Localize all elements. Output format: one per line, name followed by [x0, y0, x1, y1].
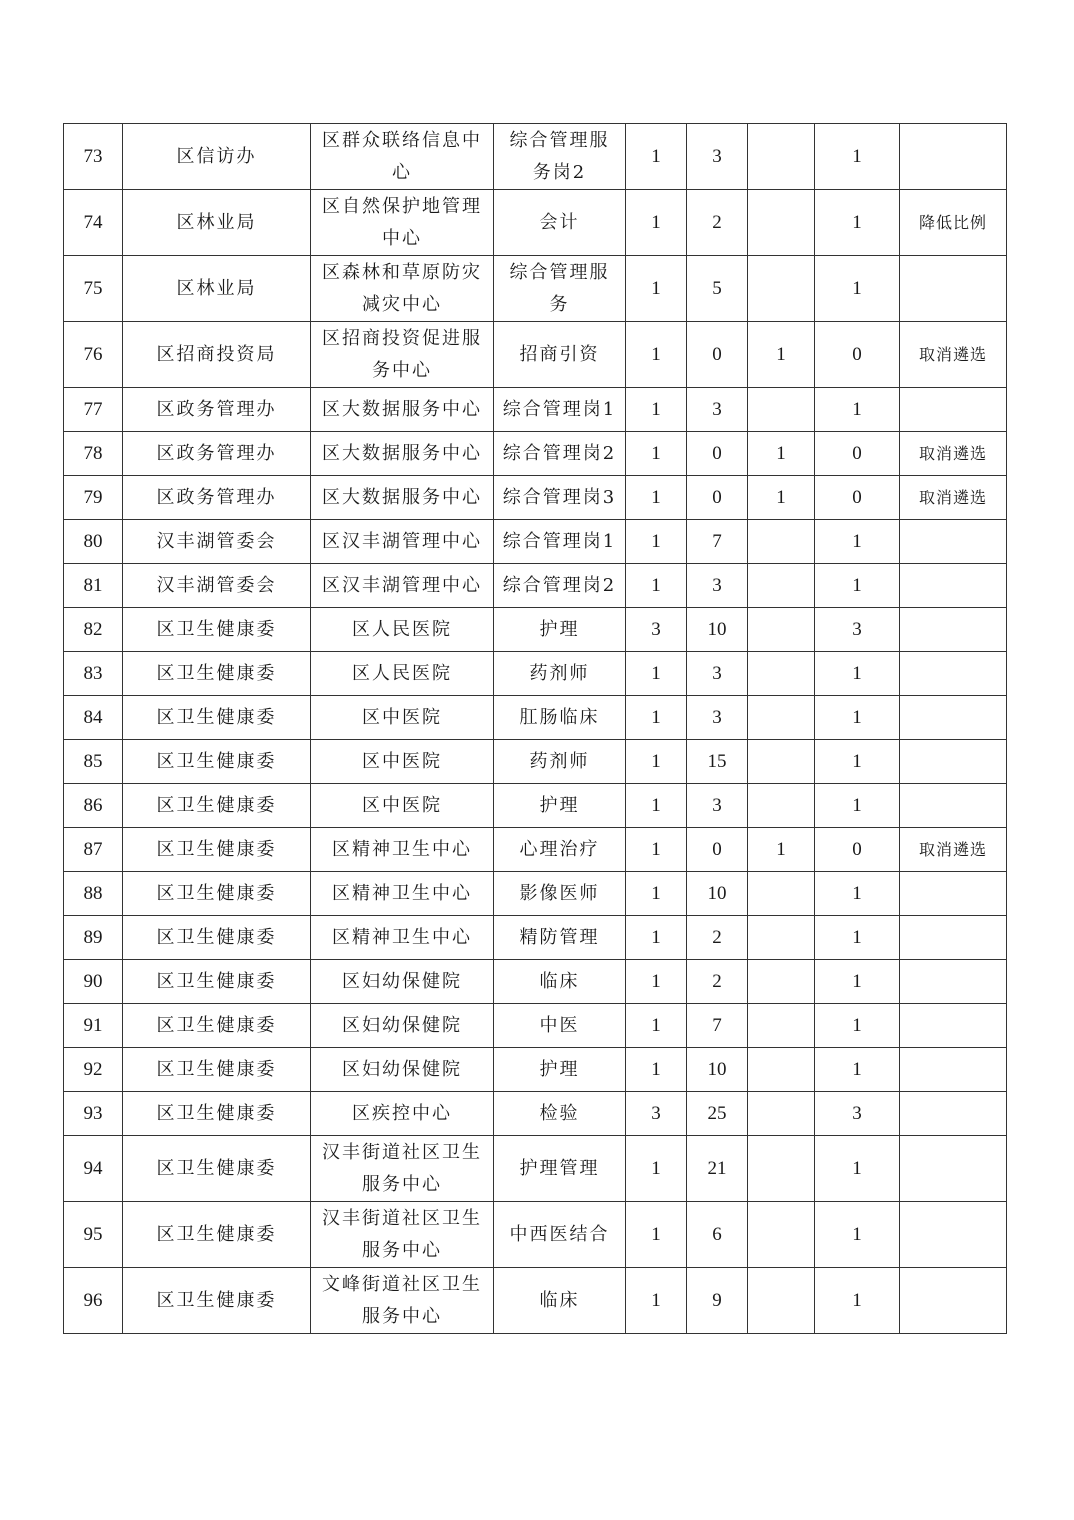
final-count-cell: 1: [815, 564, 900, 608]
remark-cell: [900, 1202, 1007, 1268]
row-number-cell: 78: [64, 432, 123, 476]
final-count-cell: 1: [815, 784, 900, 828]
department-cell: 区政务管理办: [123, 388, 311, 432]
applicant-count-cell: 5: [687, 256, 748, 322]
table-row: [64, 256, 1007, 322]
department-cell: 区卫生健康委: [123, 828, 311, 872]
remark-cell: [900, 652, 1007, 696]
remark-cell: [900, 916, 1007, 960]
planned-count-cell: 1: [626, 322, 687, 388]
remark-cell: 取消遴选: [900, 476, 1007, 520]
planned-count-cell: 1: [626, 1202, 687, 1268]
applicant-count-cell: 2: [687, 190, 748, 256]
table-row: [64, 652, 1007, 696]
position-cell: 综合管理岗3: [494, 476, 626, 520]
unit-cell: 区招商投资促进服务中心: [311, 322, 494, 388]
remark-cell: [900, 740, 1007, 784]
position-cell: 检验: [494, 1092, 626, 1136]
final-count-cell: 1: [815, 1048, 900, 1092]
position-cell: 临床: [494, 1268, 626, 1334]
unit-cell: 区群众联络信息中心: [311, 124, 494, 190]
unit-cell: 区中医院: [311, 740, 494, 784]
final-count-cell: 3: [815, 608, 900, 652]
reduced-count-cell: [748, 1136, 815, 1202]
final-count-cell: 1: [815, 740, 900, 784]
position-cell: 综合管理岗2: [494, 432, 626, 476]
department-cell: 区卫生健康委: [123, 1202, 311, 1268]
applicant-count-cell: 2: [687, 960, 748, 1004]
final-count-cell: 1: [815, 190, 900, 256]
applicant-count-cell: 0: [687, 476, 748, 520]
row-number-cell: 80: [64, 520, 123, 564]
final-count-cell: 0: [815, 828, 900, 872]
reduced-count-cell: [748, 520, 815, 564]
unit-cell: 区汉丰湖管理中心: [311, 520, 494, 564]
table-row: [64, 124, 1007, 190]
remark-cell: 取消遴选: [900, 322, 1007, 388]
row-number-cell: 88: [64, 872, 123, 916]
table-row: [64, 476, 1007, 520]
row-number-cell: 89: [64, 916, 123, 960]
unit-cell: 区人民医院: [311, 652, 494, 696]
final-count-cell: 0: [815, 432, 900, 476]
reduced-count-cell: [748, 564, 815, 608]
row-number-cell: 76: [64, 322, 123, 388]
table-row: [64, 1202, 1007, 1268]
department-cell: 区卫生健康委: [123, 1136, 311, 1202]
reduced-count-cell: 1: [748, 476, 815, 520]
department-cell: 区卫生健康委: [123, 1048, 311, 1092]
row-number-cell: 82: [64, 608, 123, 652]
position-cell: 中西医结合: [494, 1202, 626, 1268]
unit-cell: 区妇幼保健院: [311, 1048, 494, 1092]
reduced-count-cell: [748, 696, 815, 740]
reduced-count-cell: [748, 124, 815, 190]
table-row: [64, 608, 1007, 652]
position-cell: 药剂师: [494, 652, 626, 696]
final-count-cell: 1: [815, 696, 900, 740]
remark-cell: [900, 960, 1007, 1004]
position-cell: 精防管理: [494, 916, 626, 960]
reduced-count-cell: [748, 1092, 815, 1136]
reduced-count-cell: [748, 960, 815, 1004]
planned-count-cell: 1: [626, 916, 687, 960]
position-cell: 护理: [494, 608, 626, 652]
remark-cell: [900, 608, 1007, 652]
position-cell: 护理: [494, 1048, 626, 1092]
applicant-count-cell: 3: [687, 564, 748, 608]
recruitment-table: [63, 123, 1007, 1334]
department-cell: 区信访办: [123, 124, 311, 190]
applicant-count-cell: 10: [687, 1048, 748, 1092]
reduced-count-cell: 1: [748, 828, 815, 872]
applicant-count-cell: 9: [687, 1268, 748, 1334]
final-count-cell: 1: [815, 1202, 900, 1268]
department-cell: 区卫生健康委: [123, 960, 311, 1004]
reduced-count-cell: [748, 784, 815, 828]
remark-cell: 降低比例: [900, 190, 1007, 256]
position-cell: 综合管理服务岗2: [494, 124, 626, 190]
planned-count-cell: 3: [626, 608, 687, 652]
applicant-count-cell: 3: [687, 388, 748, 432]
reduced-count-cell: [748, 190, 815, 256]
planned-count-cell: 1: [626, 696, 687, 740]
planned-count-cell: 1: [626, 564, 687, 608]
reduced-count-cell: [748, 608, 815, 652]
applicant-count-cell: 10: [687, 608, 748, 652]
remark-cell: [900, 256, 1007, 322]
department-cell: 区卫生健康委: [123, 1092, 311, 1136]
row-number-cell: 94: [64, 1136, 123, 1202]
department-cell: 区卫生健康委: [123, 1268, 311, 1334]
remark-cell: [900, 388, 1007, 432]
unit-cell: 区大数据服务中心: [311, 388, 494, 432]
planned-count-cell: 1: [626, 256, 687, 322]
table-row: [64, 696, 1007, 740]
unit-cell: 区妇幼保健院: [311, 960, 494, 1004]
row-number-cell: 87: [64, 828, 123, 872]
applicant-count-cell: 15: [687, 740, 748, 784]
planned-count-cell: 1: [626, 1048, 687, 1092]
row-number-cell: 75: [64, 256, 123, 322]
position-cell: 中医: [494, 1004, 626, 1048]
row-number-cell: 92: [64, 1048, 123, 1092]
department-cell: 区卫生健康委: [123, 872, 311, 916]
table-row: [64, 784, 1007, 828]
applicant-count-cell: 21: [687, 1136, 748, 1202]
position-cell: 护理: [494, 784, 626, 828]
position-cell: 肛肠临床: [494, 696, 626, 740]
planned-count-cell: 1: [626, 1004, 687, 1048]
unit-cell: 区妇幼保健院: [311, 1004, 494, 1048]
final-count-cell: 1: [815, 388, 900, 432]
department-cell: 区卫生健康委: [123, 652, 311, 696]
final-count-cell: 1: [815, 520, 900, 564]
applicant-count-cell: 3: [687, 124, 748, 190]
row-number-cell: 90: [64, 960, 123, 1004]
planned-count-cell: 1: [626, 872, 687, 916]
department-cell: 区卫生健康委: [123, 784, 311, 828]
table-row: [64, 1092, 1007, 1136]
position-cell: 心理治疗: [494, 828, 626, 872]
position-cell: 临床: [494, 960, 626, 1004]
row-number-cell: 83: [64, 652, 123, 696]
table-row: [64, 564, 1007, 608]
department-cell: 区卫生健康委: [123, 696, 311, 740]
remark-cell: [900, 872, 1007, 916]
final-count-cell: 0: [815, 322, 900, 388]
reduced-count-cell: 1: [748, 322, 815, 388]
department-cell: 汉丰湖管委会: [123, 520, 311, 564]
applicant-count-cell: 6: [687, 1202, 748, 1268]
table-row: [64, 190, 1007, 256]
planned-count-cell: 1: [626, 190, 687, 256]
planned-count-cell: 1: [626, 960, 687, 1004]
reduced-count-cell: 1: [748, 432, 815, 476]
unit-cell: 区大数据服务中心: [311, 432, 494, 476]
table-row: [64, 388, 1007, 432]
row-number-cell: 74: [64, 190, 123, 256]
final-count-cell: 1: [815, 916, 900, 960]
applicant-count-cell: 7: [687, 1004, 748, 1048]
table-row: [64, 1268, 1007, 1334]
table-row: [64, 520, 1007, 564]
unit-cell: 区中医院: [311, 784, 494, 828]
row-number-cell: 96: [64, 1268, 123, 1334]
unit-cell: 汉丰街道社区卫生服务中心: [311, 1136, 494, 1202]
remark-cell: [900, 124, 1007, 190]
department-cell: 区卫生健康委: [123, 916, 311, 960]
planned-count-cell: 1: [626, 432, 687, 476]
department-cell: 汉丰湖管委会: [123, 564, 311, 608]
applicant-count-cell: 10: [687, 872, 748, 916]
position-cell: 综合管理岗1: [494, 388, 626, 432]
table-row: [64, 322, 1007, 388]
table-body: [64, 124, 1007, 1334]
position-cell: 影像医师: [494, 872, 626, 916]
remark-cell: [900, 564, 1007, 608]
planned-count-cell: 1: [626, 1136, 687, 1202]
planned-count-cell: 1: [626, 388, 687, 432]
position-cell: 综合管理岗1: [494, 520, 626, 564]
applicant-count-cell: 25: [687, 1092, 748, 1136]
position-cell: 招商引资: [494, 322, 626, 388]
planned-count-cell: 1: [626, 124, 687, 190]
position-cell: 护理管理: [494, 1136, 626, 1202]
applicant-count-cell: 0: [687, 432, 748, 476]
applicant-count-cell: 2: [687, 916, 748, 960]
unit-cell: 区精神卫生中心: [311, 916, 494, 960]
applicant-count-cell: 3: [687, 696, 748, 740]
department-cell: 区卫生健康委: [123, 1004, 311, 1048]
planned-count-cell: 1: [626, 1268, 687, 1334]
applicant-count-cell: 0: [687, 828, 748, 872]
reduced-count-cell: [748, 388, 815, 432]
reduced-count-cell: [748, 740, 815, 784]
reduced-count-cell: [748, 1202, 815, 1268]
remark-cell: [900, 1136, 1007, 1202]
unit-cell: 区森林和草原防灾减灾中心: [311, 256, 494, 322]
final-count-cell: 1: [815, 1004, 900, 1048]
planned-count-cell: 1: [626, 828, 687, 872]
row-number-cell: 79: [64, 476, 123, 520]
planned-count-cell: 1: [626, 476, 687, 520]
remark-cell: [900, 1092, 1007, 1136]
unit-cell: 区精神卫生中心: [311, 828, 494, 872]
table-row: [64, 740, 1007, 784]
planned-count-cell: 1: [626, 652, 687, 696]
unit-cell: 区疾控中心: [311, 1092, 494, 1136]
department-cell: 区林业局: [123, 190, 311, 256]
department-cell: 区卫生健康委: [123, 608, 311, 652]
reduced-count-cell: [748, 872, 815, 916]
unit-cell: 区人民医院: [311, 608, 494, 652]
position-cell: 药剂师: [494, 740, 626, 784]
row-number-cell: 86: [64, 784, 123, 828]
department-cell: 区林业局: [123, 256, 311, 322]
reduced-count-cell: [748, 1268, 815, 1334]
final-count-cell: 3: [815, 1092, 900, 1136]
reduced-count-cell: [748, 652, 815, 696]
unit-cell: 区汉丰湖管理中心: [311, 564, 494, 608]
unit-cell: 区精神卫生中心: [311, 872, 494, 916]
department-cell: 区政务管理办: [123, 476, 311, 520]
position-cell: 会计: [494, 190, 626, 256]
table-row: [64, 1136, 1007, 1202]
remark-cell: [900, 1048, 1007, 1092]
planned-count-cell: 1: [626, 784, 687, 828]
applicant-count-cell: 0: [687, 322, 748, 388]
position-cell: 综合管理服务: [494, 256, 626, 322]
reduced-count-cell: [748, 916, 815, 960]
row-number-cell: 93: [64, 1092, 123, 1136]
department-cell: 区政务管理办: [123, 432, 311, 476]
remark-cell: 取消遴选: [900, 432, 1007, 476]
reduced-count-cell: [748, 1004, 815, 1048]
table-row: [64, 1004, 1007, 1048]
table-row: [64, 916, 1007, 960]
remark-cell: 取消遴选: [900, 828, 1007, 872]
final-count-cell: 1: [815, 1268, 900, 1334]
row-number-cell: 77: [64, 388, 123, 432]
applicant-count-cell: 3: [687, 652, 748, 696]
reduced-count-cell: [748, 256, 815, 322]
row-number-cell: 95: [64, 1202, 123, 1268]
unit-cell: 文峰街道社区卫生服务中心: [311, 1268, 494, 1334]
row-number-cell: 73: [64, 124, 123, 190]
planned-count-cell: 1: [626, 520, 687, 564]
final-count-cell: 1: [815, 1136, 900, 1202]
final-count-cell: 0: [815, 476, 900, 520]
final-count-cell: 1: [815, 124, 900, 190]
table-row: [64, 432, 1007, 476]
final-count-cell: 1: [815, 872, 900, 916]
position-cell: 综合管理岗2: [494, 564, 626, 608]
table-row: [64, 1048, 1007, 1092]
row-number-cell: 85: [64, 740, 123, 784]
final-count-cell: 1: [815, 960, 900, 1004]
remark-cell: [900, 520, 1007, 564]
final-count-cell: 1: [815, 652, 900, 696]
department-cell: 区招商投资局: [123, 322, 311, 388]
table-row: [64, 960, 1007, 1004]
table-row: [64, 872, 1007, 916]
final-count-cell: 1: [815, 256, 900, 322]
planned-count-cell: 1: [626, 740, 687, 784]
reduced-count-cell: [748, 1048, 815, 1092]
department-cell: 区卫生健康委: [123, 740, 311, 784]
planned-count-cell: 3: [626, 1092, 687, 1136]
row-number-cell: 81: [64, 564, 123, 608]
unit-cell: 区中医院: [311, 696, 494, 740]
unit-cell: 汉丰街道社区卫生服务中心: [311, 1202, 494, 1268]
remark-cell: [900, 1004, 1007, 1048]
row-number-cell: 91: [64, 1004, 123, 1048]
row-number-cell: 84: [64, 696, 123, 740]
remark-cell: [900, 696, 1007, 740]
unit-cell: 区大数据服务中心: [311, 476, 494, 520]
remark-cell: [900, 784, 1007, 828]
table-row: [64, 828, 1007, 872]
remark-cell: [900, 1268, 1007, 1334]
applicant-count-cell: 7: [687, 520, 748, 564]
applicant-count-cell: 3: [687, 784, 748, 828]
unit-cell: 区自然保护地管理中心: [311, 190, 494, 256]
